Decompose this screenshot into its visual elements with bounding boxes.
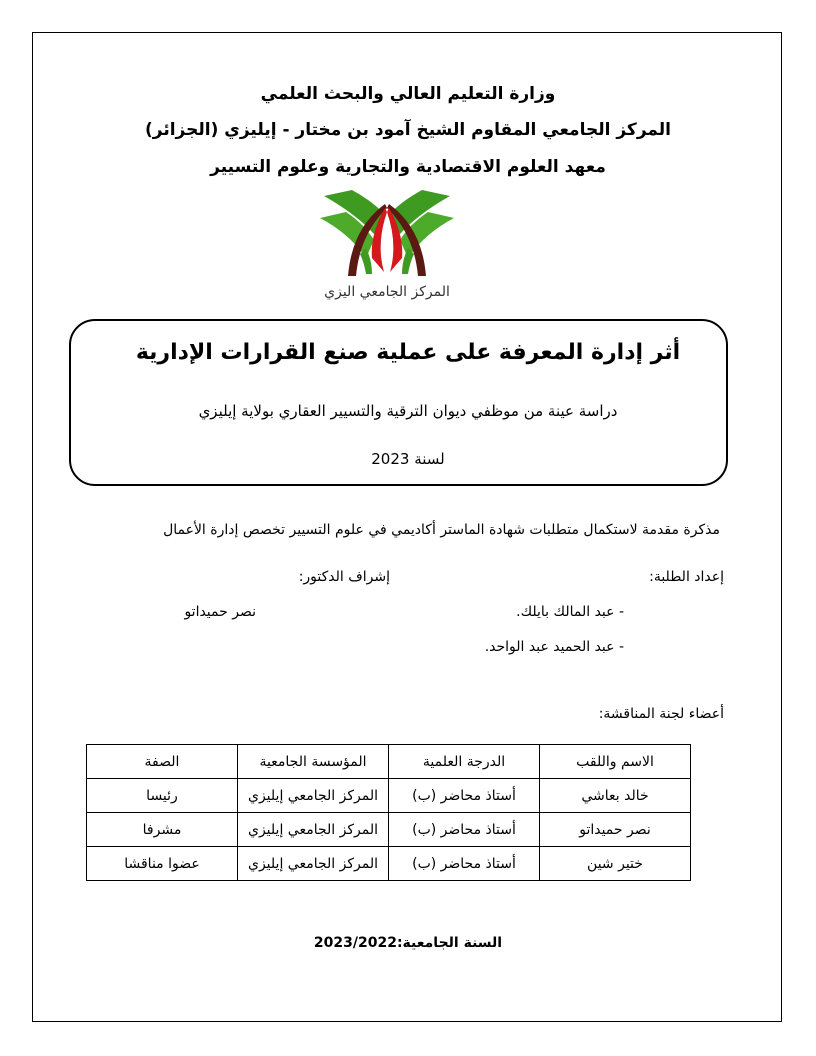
member-rank: أستاذ محاضر (ب): [389, 779, 540, 813]
member-rank: أستاذ محاضر (ب): [389, 813, 540, 847]
supervisor-name: نصر حميداتو: [184, 604, 256, 620]
member-role: رئيسا: [87, 779, 238, 813]
member-institution: المركز الجامعي إيليزي: [238, 779, 389, 813]
ministry-heading: وزارة التعليم العالي والبحث العلمي: [260, 84, 556, 104]
table-row: [87, 813, 691, 847]
committee-table-header-row: [87, 745, 691, 779]
committee-table: [86, 744, 691, 881]
header-rank: الدرجة العلمية: [389, 745, 540, 779]
member-name: نصر حميداتو: [540, 813, 691, 847]
university-center-heading: المركز الجامعي المقاوم الشيخ آمود بن مختار - إيليزي (الجزائر): [145, 120, 671, 140]
university-logo: [312, 188, 462, 303]
thesis-subtitle: دراسة عينة من موظفي ديوان الترقية والتسيير العقاري بولاية إيليزي: [198, 402, 618, 420]
student-name: - عبد المالك بايلك.: [516, 604, 624, 620]
member-role: عضوا مناقشا: [87, 847, 238, 881]
table-row: [87, 779, 691, 813]
logo-caption: المركز الجامعي اليزي: [324, 284, 450, 300]
academic-year: السنة الجامعية:2023/2022: [313, 935, 503, 951]
member-institution: المركز الجامعي إيليزي: [238, 813, 389, 847]
university-logo-icon: [312, 188, 462, 303]
student-name: - عبد الحميد عبد الواحد.: [484, 639, 624, 655]
thesis-statement: مذكرة مقدمة لاستكمال متطلبات شهادة الماستر أكاديمي في علوم التسيير تخصص إدارة الأعمال: [163, 522, 720, 538]
committee-label: أعضاء لجنة المناقشة:: [598, 706, 724, 722]
supervisor-label: إشراف الدكتور:: [298, 569, 390, 585]
thesis-year: لسنة 2023: [371, 450, 445, 468]
member-role: مشرفا: [87, 813, 238, 847]
member-name: خالد بعاشي: [540, 779, 691, 813]
prepared-by-label: إعداد الطلبة:: [649, 569, 724, 585]
header-role: الصفة: [87, 745, 238, 779]
member-rank: أستاذ محاضر (ب): [389, 847, 540, 881]
header-institution: المؤسسة الجامعية: [238, 745, 389, 779]
table-row: [87, 847, 691, 881]
member-name: ختير شين: [540, 847, 691, 881]
member-institution: المركز الجامعي إيليزي: [238, 847, 389, 881]
thesis-title: أثر إدارة المعرفة على عملية صنع القرارات الإدارية: [135, 340, 681, 365]
institute-heading: معهد العلوم الاقتصادية والتجارية وعلوم التسيير: [210, 157, 606, 177]
header-name: الاسم واللقب: [540, 745, 691, 779]
